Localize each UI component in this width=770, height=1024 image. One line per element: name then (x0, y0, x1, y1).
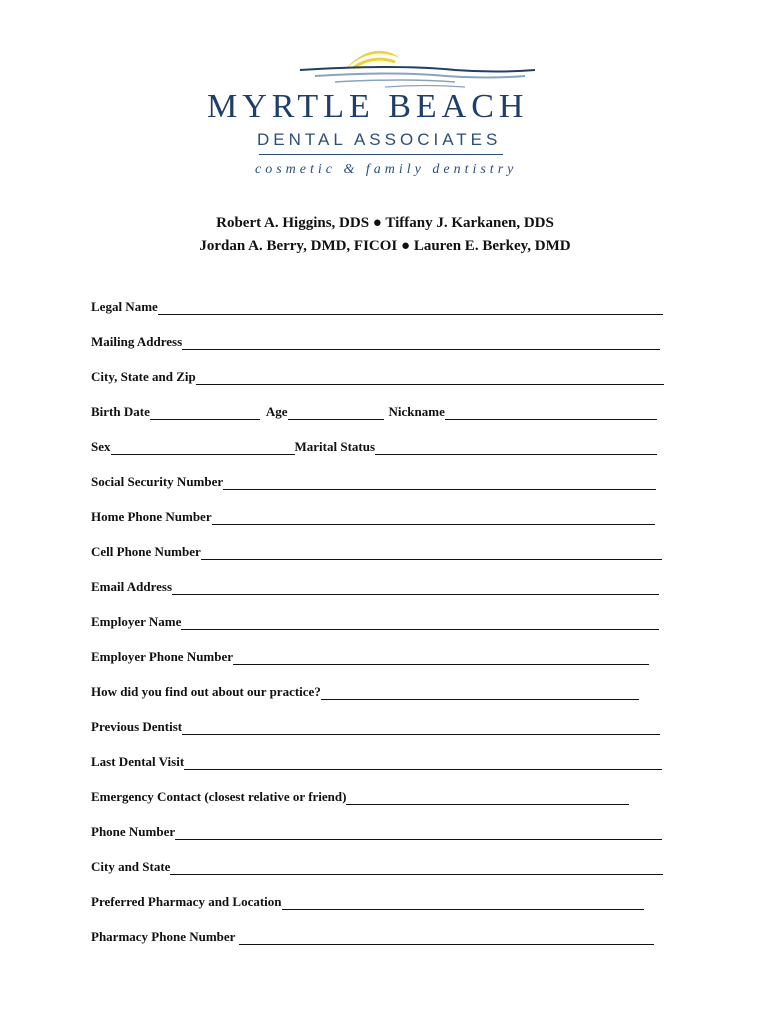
label-employer-phone: Employer Phone Number (91, 649, 234, 664)
input-home-phone[interactable] (212, 510, 655, 525)
field-referral (91, 681, 639, 703)
field-employer-phone (91, 646, 649, 668)
field-birth-row (91, 401, 657, 423)
doctor-list (0, 212, 770, 258)
input-nickname[interactable] (445, 405, 657, 420)
field-email (91, 576, 659, 598)
input-ssn[interactable] (223, 475, 656, 490)
input-pharmacy-phone[interactable] (239, 930, 654, 945)
logo-divider (259, 154, 503, 155)
field-home-phone (91, 506, 655, 528)
input-pharmacy[interactable] (282, 895, 644, 910)
input-legal-name[interactable] (158, 300, 663, 315)
label-referral: How did you find out about our practice? (91, 684, 321, 699)
field-legal-name (91, 296, 663, 318)
input-age[interactable] (288, 405, 384, 420)
label-birth-date: Birth Date (91, 404, 150, 419)
input-sex[interactable] (111, 440, 295, 455)
label-nickname: Nickname (388, 404, 445, 419)
input-employer-phone[interactable] (233, 650, 649, 665)
logo-subtitle: DENTAL ASSOCIATES (257, 130, 502, 149)
field-employer-name (91, 611, 659, 633)
doctor-line-1: Robert A. Higgins, DDS ● Tiffany J. Karkanen, DDS (216, 215, 554, 231)
input-city-state-zip[interactable] (196, 370, 664, 385)
field-phone-number (91, 821, 662, 843)
label-marital-status: Marital Status (294, 439, 376, 454)
label-cell-phone: Cell Phone Number (91, 544, 201, 559)
practice-logo (195, 40, 585, 190)
input-phone-number[interactable] (175, 825, 662, 840)
label-home-phone: Home Phone Number (91, 509, 212, 524)
input-cell-phone[interactable] (201, 545, 662, 560)
field-pharmacy-phone (91, 926, 654, 948)
field-mailing-address (91, 331, 660, 353)
field-city-state-zip (91, 366, 664, 388)
field-city-and-state (91, 856, 663, 878)
field-previous-dentist (91, 716, 660, 738)
input-referral[interactable] (321, 685, 639, 700)
field-sex-row (91, 436, 657, 458)
label-employer-name: Employer Name (91, 614, 182, 629)
input-previous-dentist[interactable] (182, 720, 660, 735)
input-employer-name[interactable] (181, 615, 659, 630)
label-pharmacy-phone: Pharmacy Phone Number (91, 929, 236, 944)
doctor-line-2: Jordan A. Berry, DMD, FICOI ● Lauren E. Berkey, DMD (199, 238, 571, 254)
logo-tagline: cosmetic & family dentistry (255, 162, 518, 177)
field-ssn (91, 471, 656, 493)
input-last-visit[interactable] (184, 755, 662, 770)
label-emergency-contact: Emergency Contact (closest relative or friend) (91, 789, 347, 804)
field-cell-phone (91, 541, 662, 563)
field-pharmacy (91, 891, 644, 913)
input-city-and-state[interactable] (170, 860, 663, 875)
label-phone-number: Phone Number (91, 824, 176, 839)
field-emergency-contact (91, 786, 629, 808)
logo-name: MYRTLE BEACH (207, 88, 529, 125)
input-email[interactable] (172, 580, 659, 595)
label-ssn: Social Security Number (91, 474, 224, 489)
label-legal-name: Legal Name (91, 299, 158, 314)
input-birth-date[interactable] (150, 405, 260, 420)
label-sex: Sex (91, 439, 111, 454)
label-age: Age (265, 404, 288, 419)
label-last-visit: Last Dental Visit (91, 754, 185, 769)
input-mailing-address[interactable] (182, 335, 660, 350)
input-emergency-contact[interactable] (346, 790, 629, 805)
label-mailing-address: Mailing Address (91, 334, 183, 349)
input-marital-status[interactable] (375, 440, 657, 455)
label-city-and-state: City and State (91, 859, 171, 874)
label-previous-dentist: Previous Dentist (91, 719, 183, 734)
field-last-visit (91, 751, 662, 773)
label-city-state-zip: City, State and Zip (91, 369, 196, 384)
label-email: Email Address (91, 579, 173, 594)
label-pharmacy: Preferred Pharmacy and Location (91, 894, 282, 909)
